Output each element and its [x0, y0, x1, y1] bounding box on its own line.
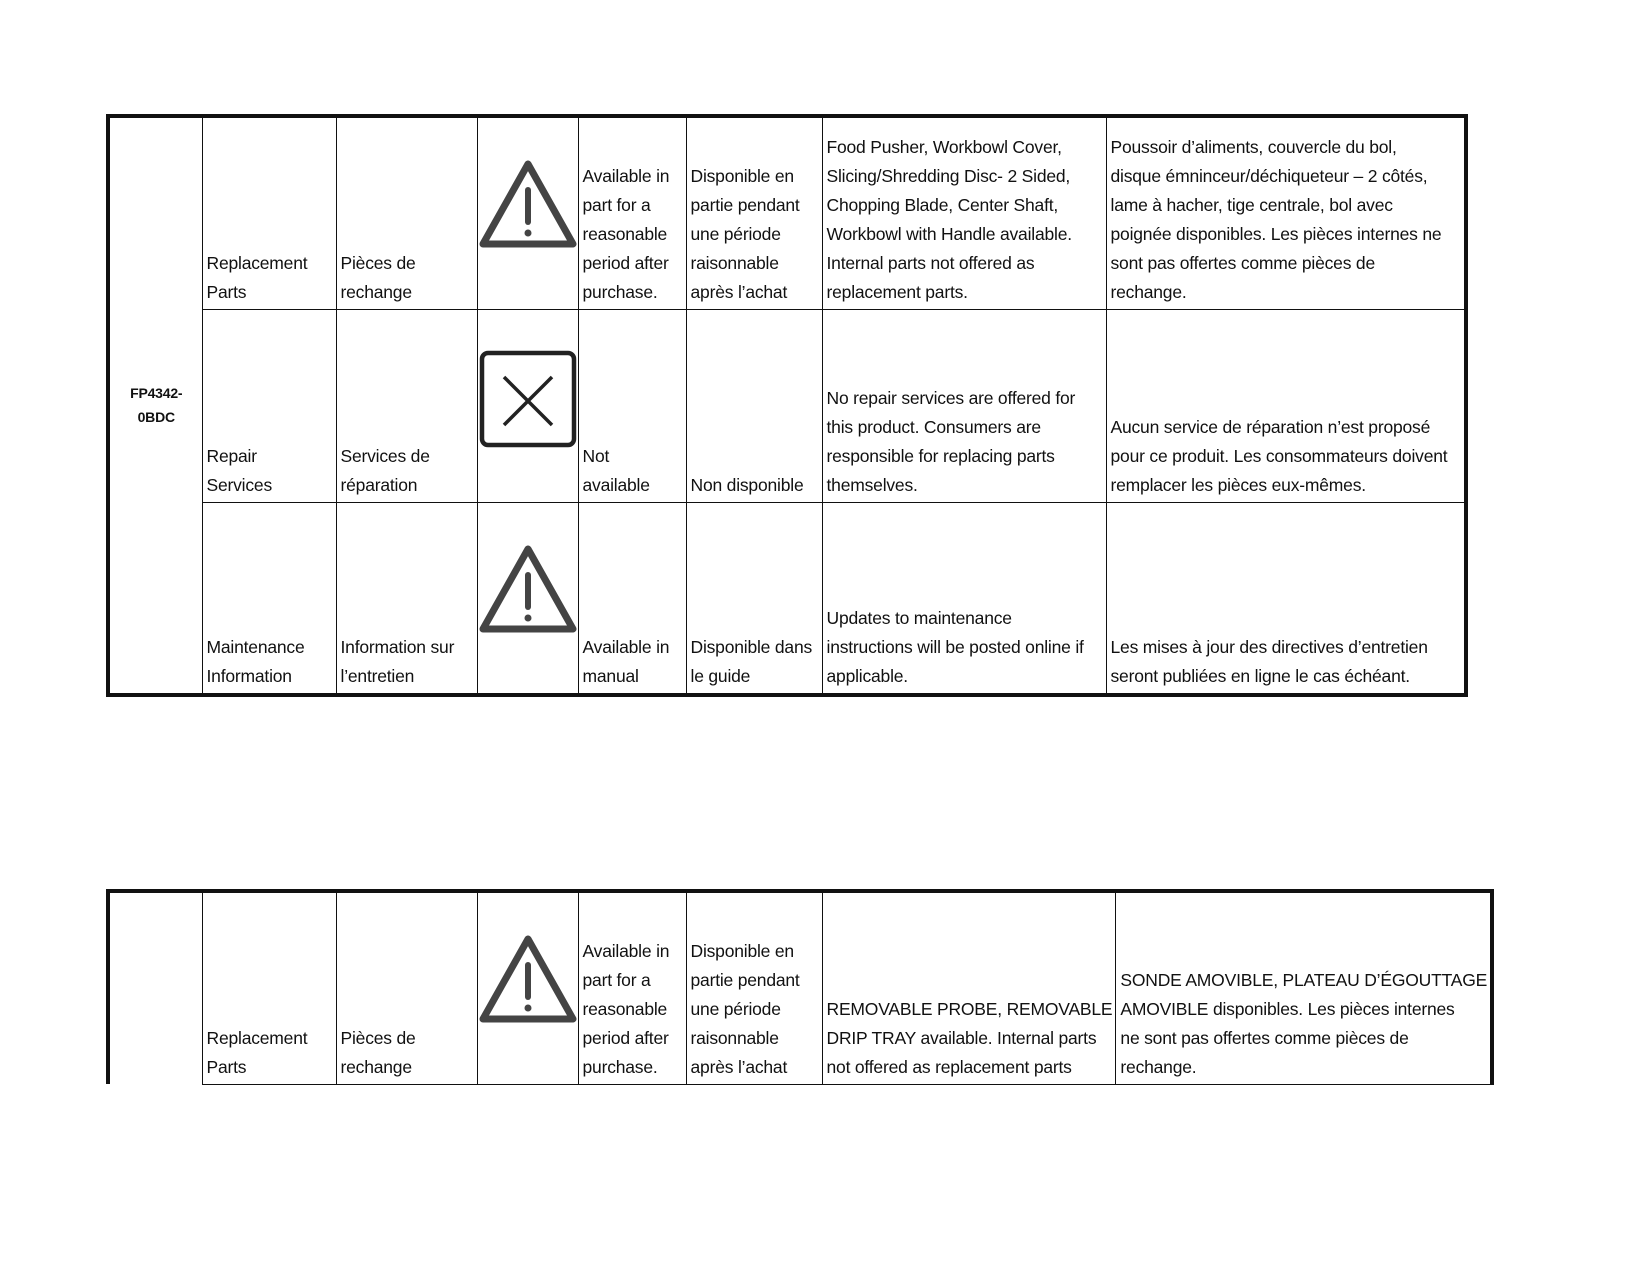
status-fr: Non disponible: [686, 309, 822, 502]
detail-en: Food Pusher, Workbowl Cover, Slicing/Shredding Disc- 2 Sided, Chopping Blade, Center Shaft, Workbowl with Handle available. Internal parts not offered as replacement parts.: [822, 116, 1106, 309]
detail-en: Updates to maintenance instructions will be posted online if applicable.: [822, 502, 1106, 695]
status-icon-cell: [477, 502, 578, 695]
status-fr: Disponible dans le guide: [686, 502, 822, 695]
detail-en: REMOVABLE PROBE, REMOVABLE DRIP TRAY available. Internal parts not offered as replacement parts: [822, 891, 1116, 1084]
table-row: [108, 309, 1466, 502]
x-box-icon: [478, 350, 578, 448]
status-icon-cell: [477, 116, 578, 309]
repairability-table-2: [106, 889, 1494, 1085]
status-en: Available in part for a reasonable period after purchase.: [578, 891, 686, 1084]
product-model-id: FP4342- 0BDC: [108, 116, 202, 695]
warning-icon: [478, 158, 578, 250]
status-icon-cell: [477, 891, 578, 1084]
label-en: Repair Services: [202, 309, 336, 502]
detail-fr: SONDE AMOVIBLE, PLATEAU D’ÉGOUTTAGE AMOVIBLE disponibles. Les pièces internes ne sont pas offertes comme pièces de rechange.: [1116, 891, 1492, 1084]
status-en: Not available: [578, 309, 686, 502]
status-en: Available in manual: [578, 502, 686, 695]
label-en: Replacement Parts: [202, 116, 336, 309]
repairability-table-1: [106, 114, 1468, 697]
label-fr: Information sur l’entretien: [336, 502, 477, 695]
status-fr: Disponible en partie pendant une période raisonnable après l’achat: [686, 891, 822, 1084]
table-row: [108, 502, 1466, 695]
status-fr: Disponible en partie pendant une période raisonnable après l’achat: [686, 116, 822, 309]
detail-fr: Poussoir d’aliments, couvercle du bol, disque émninceur/déchiqueteur – 2 côtés, lame à hacher, tige centrale, bol avec poignée disponibles. Les pièces internes ne sont pas offertes comme pièces de rechange.: [1106, 116, 1466, 309]
label-en: Replacement Parts: [202, 891, 336, 1084]
status-icon-cell: [477, 309, 578, 502]
label-en: Maintenance Information: [202, 502, 336, 695]
table-row: [108, 891, 1492, 1084]
warning-icon: [478, 543, 578, 635]
warning-icon: [478, 933, 578, 1025]
status-en: Available in part for a reasonable period after purchase.: [578, 116, 686, 309]
label-fr: Pièces de rechange: [336, 891, 477, 1084]
product-model-id: [108, 891, 202, 1084]
label-fr: Services de réparation: [336, 309, 477, 502]
detail-en: No repair services are offered for this product. Consumers are responsible for replacing parts themselves.: [822, 309, 1106, 502]
detail-fr: Les mises à jour des directives d’entretien seront publiées en ligne le cas échéant.: [1106, 502, 1466, 695]
detail-fr: Aucun service de réparation n’est proposé pour ce produit. Les consommateurs doivent remplacer les pièces eux-mêmes.: [1106, 309, 1466, 502]
label-fr: Pièces de rechange: [336, 116, 477, 309]
table-row: [108, 116, 1466, 309]
